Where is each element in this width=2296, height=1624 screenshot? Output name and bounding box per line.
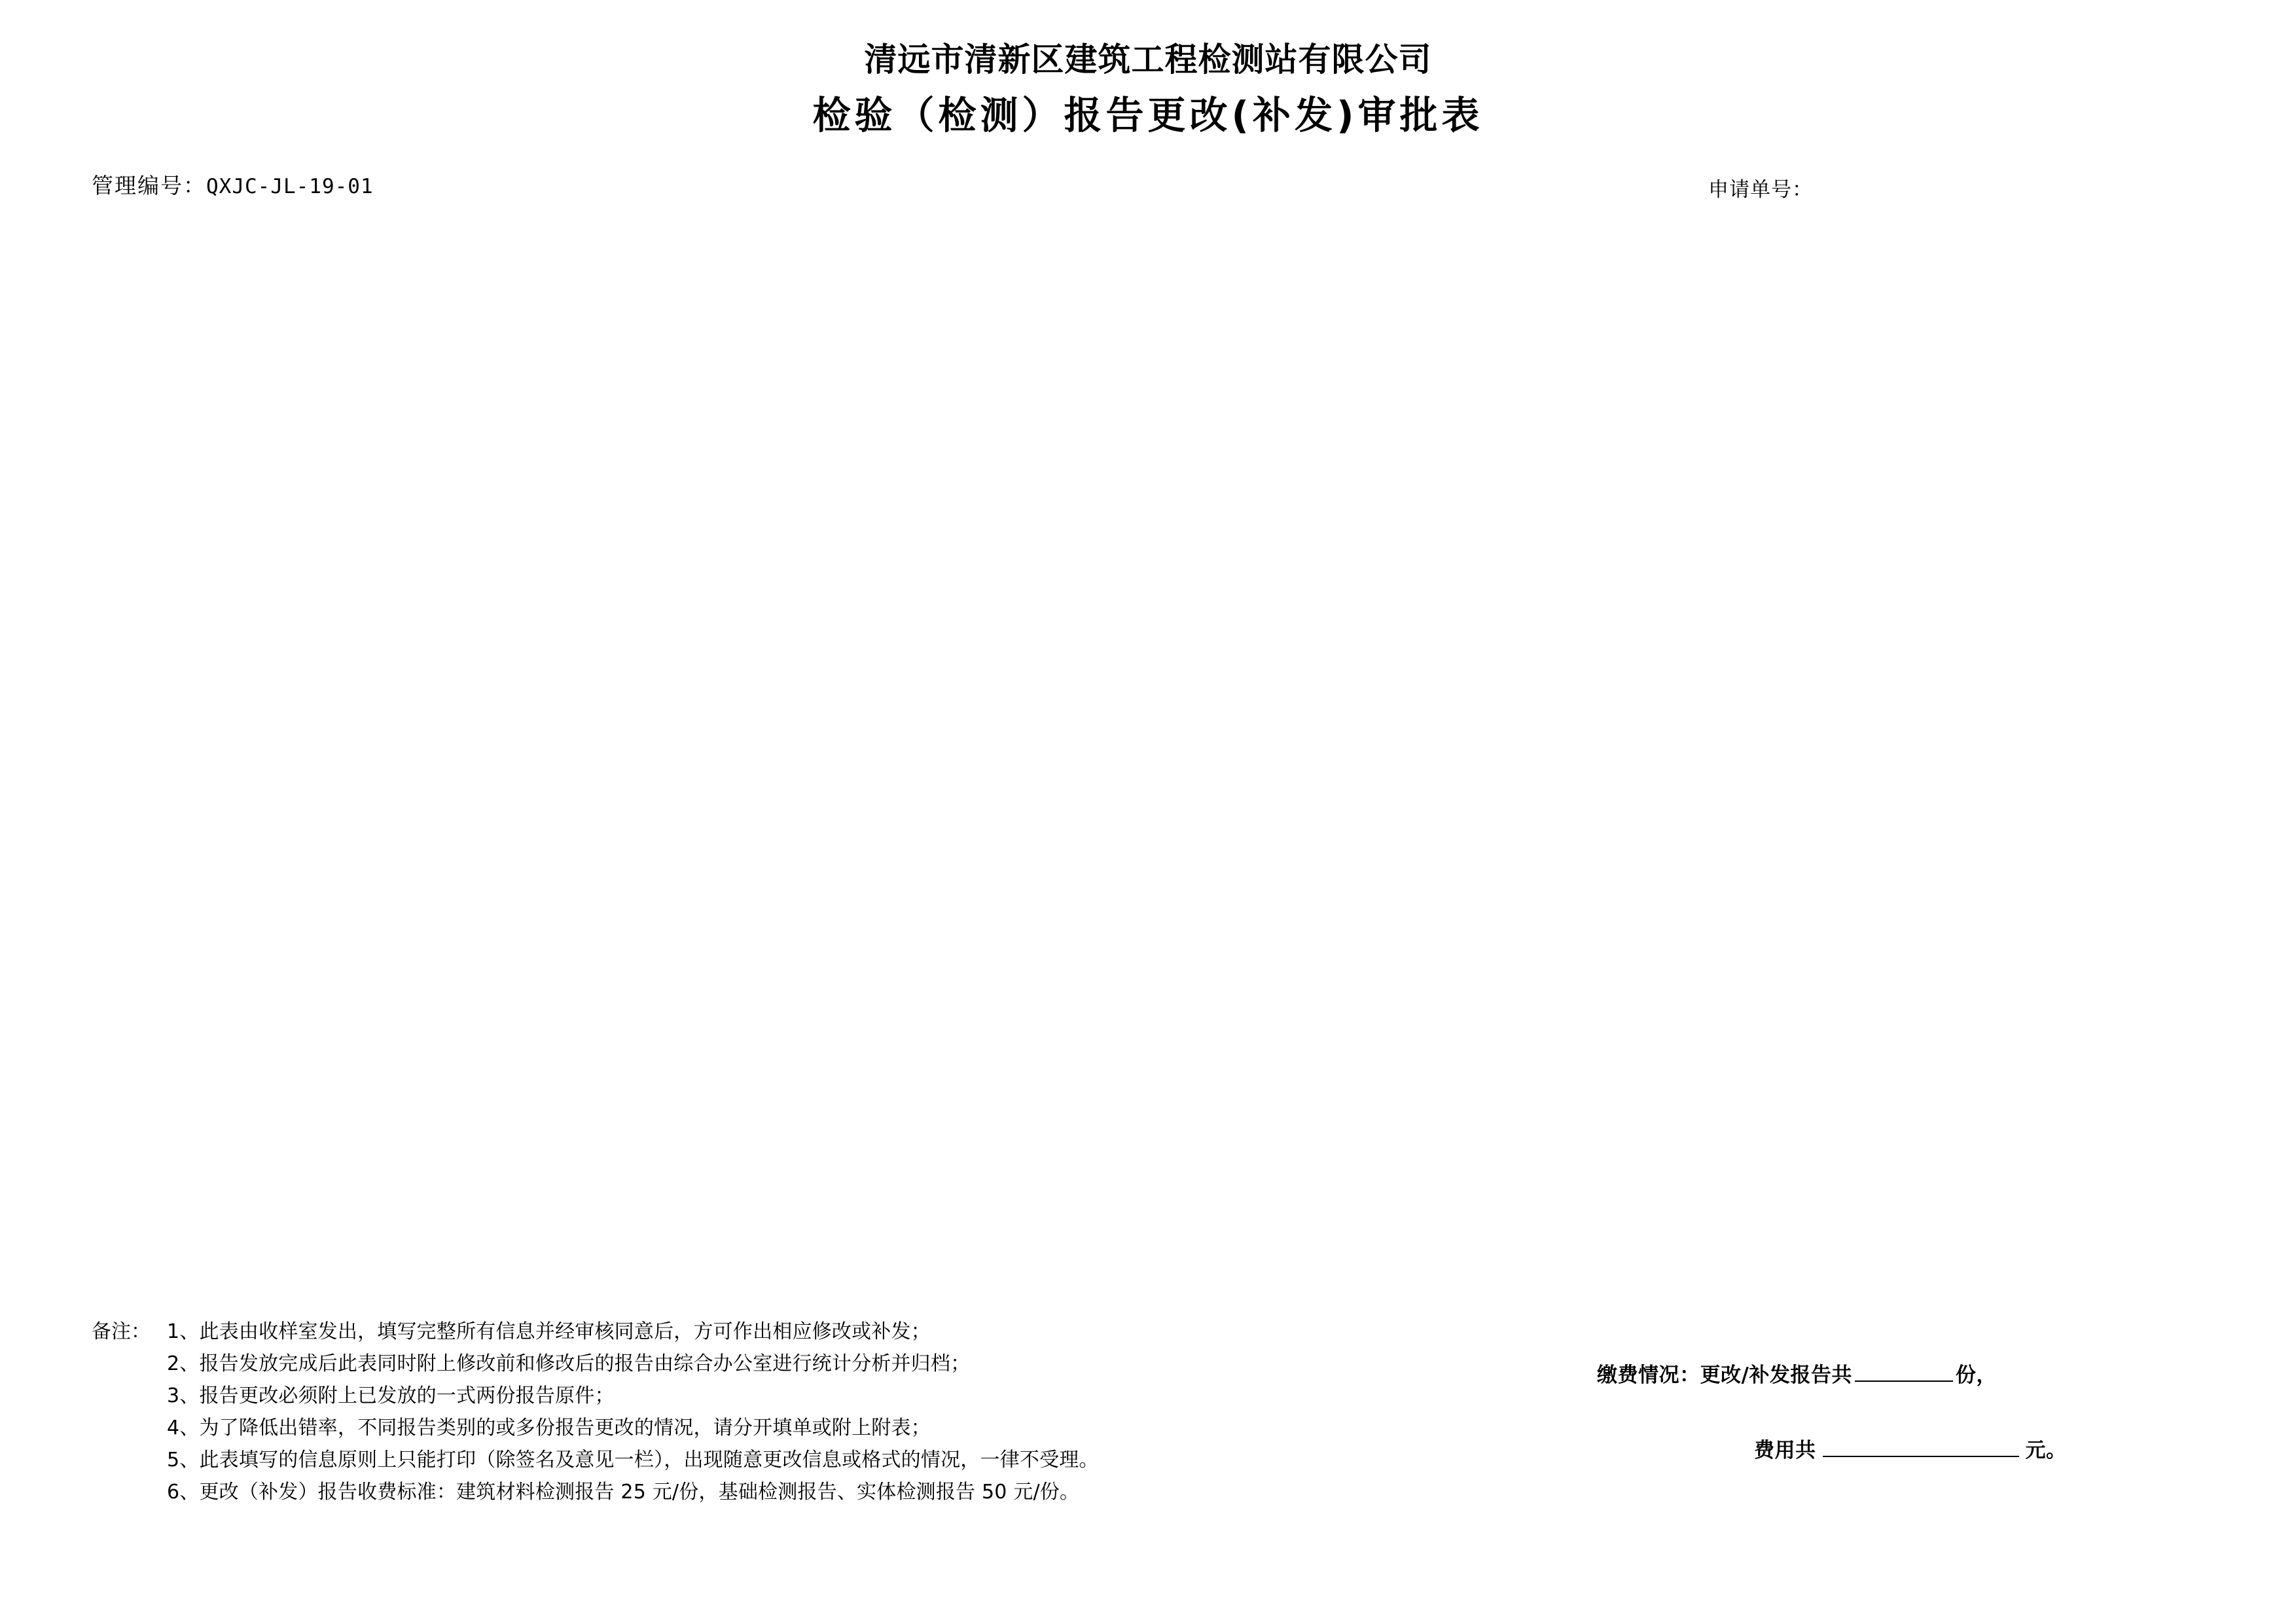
payment-count-field[interactable] — [1855, 1361, 1953, 1382]
company-name: 清远市清新区建筑工程检测站有限公司 — [864, 41, 1432, 79]
payment-fee-line — [1754, 1434, 2067, 1463]
payment-count-line — [1597, 1358, 2067, 1388]
payment-fee-field[interactable] — [1823, 1436, 2019, 1457]
application-number-label: 申请单号： — [1708, 178, 1813, 202]
admin-number — [92, 169, 374, 200]
page-title: 检验（检测）报告更改(补发)审批表 — [812, 92, 1484, 137]
list-item: 4、为了降低出错率，不同报告类别的或多份报告更改的情况，请分开填单或附上附表； — [167, 1416, 931, 1439]
payment-fee-label: 费用共 — [1754, 1439, 1816, 1462]
notes-list — [167, 1316, 1532, 1508]
payment-count-unit: 份， — [1955, 1363, 1997, 1387]
list-item: 2、报告发放完成后此表同时附上修改前和修改后的报告由综合办公室进行统计分析并归档； — [167, 1352, 971, 1375]
notes-label: 备注： — [92, 1320, 151, 1343]
document-header — [0, 39, 2296, 140]
list-item: 5、此表填写的信息原则上只能打印（除签名及意见一栏），出现随意更改信息或格式的情况，一律不受理。 — [167, 1449, 1099, 1471]
list-item: 1、此表由收样室发出，填写完整所有信息并经审核同意后，方可作出相应修改或补发； — [167, 1320, 931, 1343]
payment-fee-unit: 元。 — [2025, 1439, 2067, 1462]
admin-number-value: QXJC-JL-19-01 — [206, 175, 374, 198]
list-item: 3、报告更改必须附上已发放的一式两份报告原件； — [167, 1384, 615, 1407]
footer-notes — [92, 1316, 1532, 1508]
list-item: 6、更改（补发）报告收费标准：建筑材料检测报告 25 元/份，基础检测报告、实体检测报告 50 元/份。 — [167, 1481, 1080, 1504]
form-blank-area — [92, 216, 2206, 1309]
admin-number-label: 管理编号： — [92, 173, 206, 198]
payment-count-label: 缴费情况：更改/补发报告共 — [1597, 1363, 1852, 1387]
meta-row — [0, 169, 2296, 202]
payment-block — [1597, 1358, 2067, 1463]
